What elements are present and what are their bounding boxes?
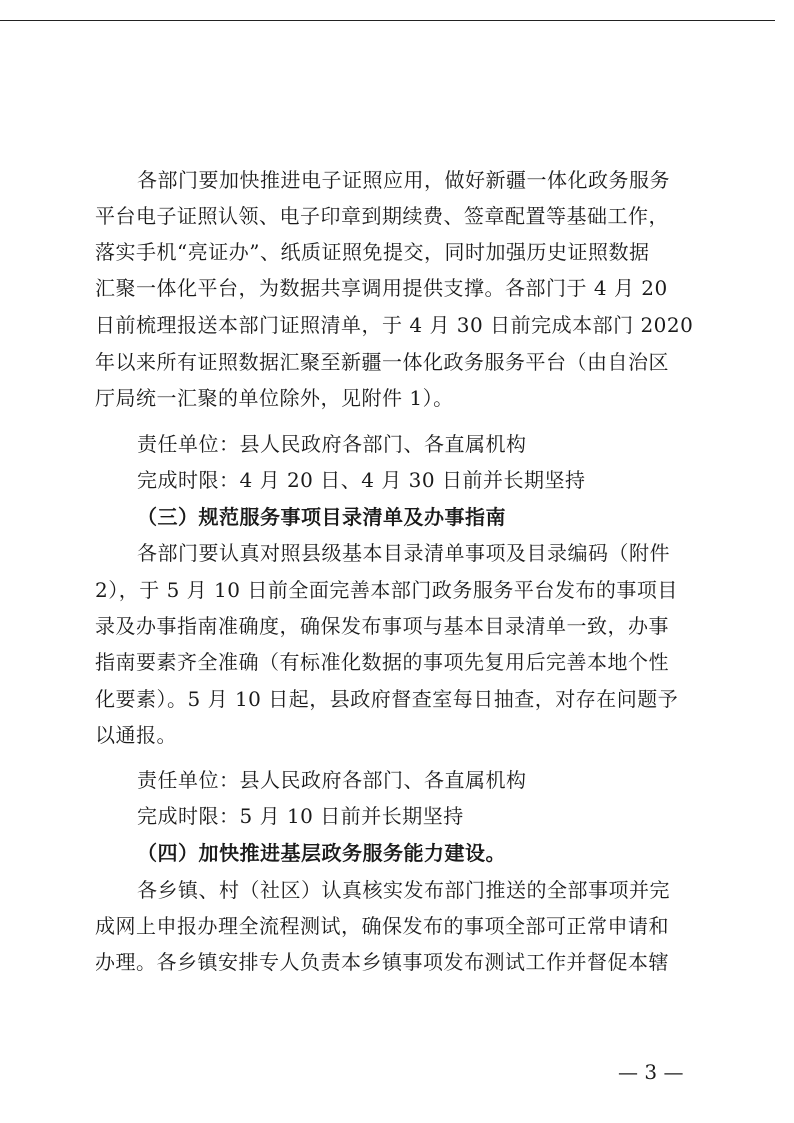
page-number: — 3 — — [618, 1060, 684, 1084]
section-heading: （三）规范服务事项目录清单及办事指南 — [137, 505, 506, 529]
paragraph-line: 办理。各乡镇安排专人负责本乡镇事项发布测试工作并督促本辖 — [95, 950, 669, 974]
paragraph-line: 平台电子证照认领、电子印章到期续费、签章配置等基础工作， — [95, 204, 669, 228]
paragraph-line: 年以来所有证照数据汇聚至新疆一体化政务服务平台（由自治区 — [95, 350, 669, 374]
paragraph-line: 成网上申报办理全流程测试，确保发布的事项全部可正常申请和 — [95, 914, 669, 938]
section-heading: （四）加快推进基层政务服务能力建设。 — [137, 841, 506, 865]
paragraph-line: 各乡镇、村（社区）认真核实发布部门推送的全部事项并完 — [137, 878, 670, 902]
paragraph-line: 日前梳理报送本部门证照清单，于 4 月 30 日前完成本部门 2020 — [95, 313, 694, 337]
paragraph-line: 汇聚一体化平台，为数据共享调用提供支撑。各部门于 4 月 20 — [95, 276, 668, 300]
deadline-line: 完成时限：4 月 20 日、4 月 30 日前并长期坚持 — [137, 468, 586, 492]
paragraph-line: 落实手机“亮证办”、纸质证照免提交，同时加强历史证照数据 — [95, 240, 650, 264]
paragraph-line: 以通报。 — [95, 723, 177, 747]
paragraph-line: 化要素）。5 月 10 日起，县政府督查室每日抽查，对存在问题予 — [95, 687, 679, 711]
top-rule — [0, 20, 775, 21]
responsible-unit-line: 责任单位：县人民政府各部门、各直属机构 — [137, 768, 527, 792]
paragraph-line: 各部门要加快推进电子证照应用，做好新疆一体化政务服务 — [137, 168, 670, 192]
paragraph-line: 厅局统一汇聚的单位除外，见附件 1）。 — [95, 386, 454, 410]
paragraph-line: 各部门要认真对照县级基本目录清单事项及目录编码（附件 — [137, 541, 670, 565]
responsible-unit-line: 责任单位：县人民政府各部门、各直属机构 — [137, 432, 527, 456]
paragraph-line: 录及办事指南准确度，确保发布事项与基本目录清单一致，办事 — [95, 614, 669, 638]
deadline-line: 完成时限：5 月 10 日前并长期坚持 — [137, 804, 464, 828]
paragraph-line: 2），于 5 月 10 日前全面完善本部门政务服务平台发布的事项目 — [95, 578, 678, 602]
paragraph-line: 指南要素齐全准确（有标准化数据的事项先复用后完善本地个性 — [95, 650, 669, 674]
